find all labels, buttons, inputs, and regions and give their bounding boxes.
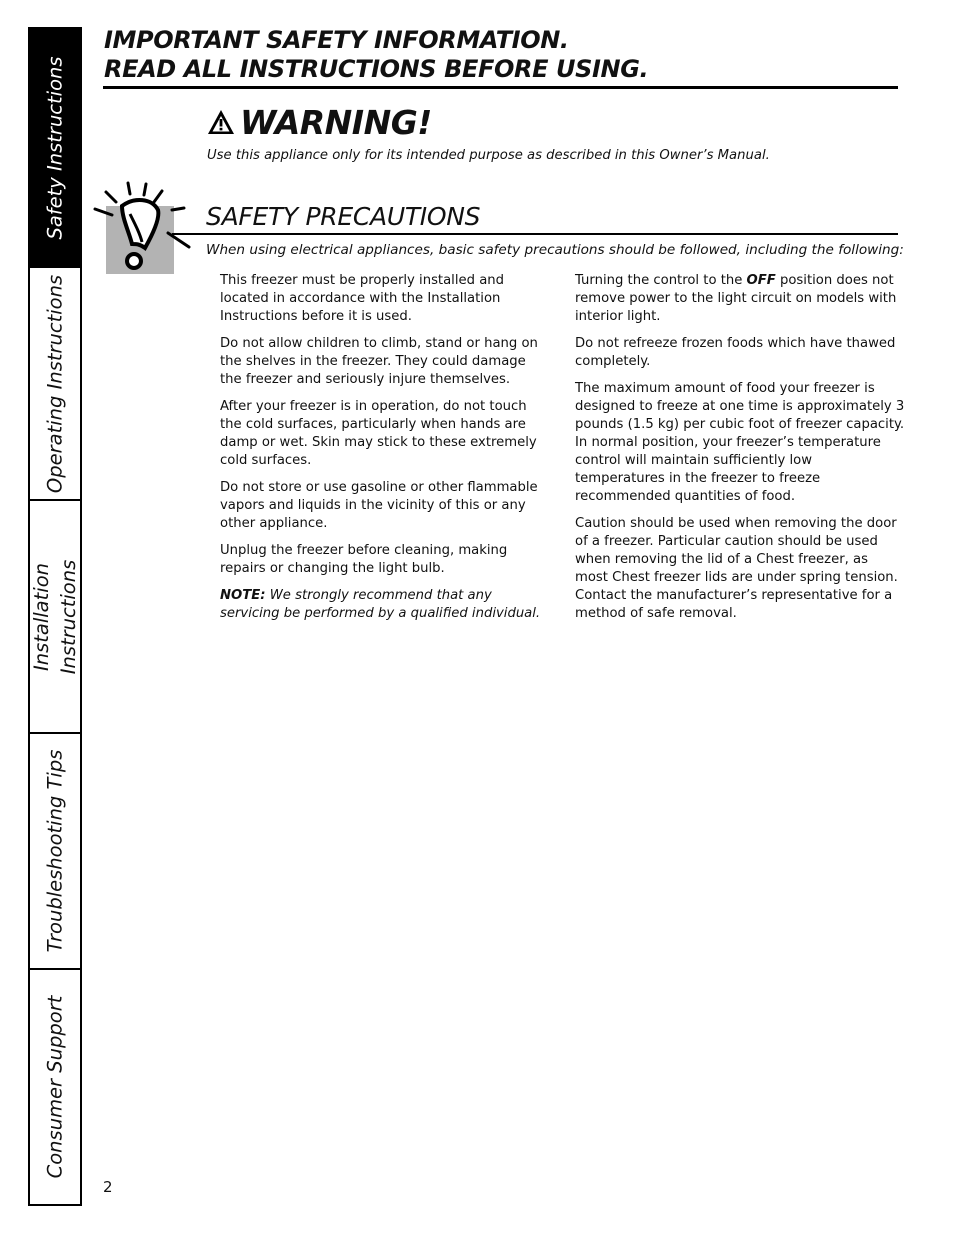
tab-safety-instructions[interactable] (28, 27, 82, 268)
note-label: NOTE: (220, 588, 266, 603)
off-word: OFF (746, 273, 776, 288)
precaution-item: Do not refreeze frozen foods which have thawed completely. (575, 336, 896, 369)
tab-operating-instructions[interactable] (28, 268, 82, 501)
tab-installation-line1: Installation (30, 562, 53, 671)
header-divider (103, 86, 898, 89)
page-header (104, 26, 898, 84)
precaution-item: Unplug the freezer before cleaning, making repairs or changing the light bulb. (220, 543, 508, 576)
warning-title: WARNING! (240, 102, 432, 142)
warning-triangle-icon (206, 108, 236, 136)
safety-precautions-divider (172, 233, 898, 235)
tab-installation-instructions-label (28, 559, 82, 674)
page-number: 2 (103, 1178, 113, 1196)
tab-installation-instructions[interactable] (28, 501, 82, 734)
precautions-left-column (220, 272, 550, 632)
tab-safety-instructions-label: Safety Instructions (43, 55, 67, 240)
precaution-item: Caution should be used when removing the door of a freezer. Particular caution should be used when removing the lid of a Chest freezer, as most Chest freezer lids are under spring tension. Contact the manufacturer’s representative for a method of safe removal. (575, 516, 898, 621)
note-text: We strongly recommend that any servicing be performed by a qualified individual. (220, 588, 541, 621)
intended-use-text: Use this appliance only for its intended purpose as described in this Owner’s Manual. (207, 148, 770, 163)
warning-heading (206, 100, 432, 144)
precaution-item: Do not allow children to climb, stand or hang on the shelves in the freezer. They could damage the freezer and seriously injure themselves. (220, 336, 538, 387)
tab-consumer-support-label: Consumer Support (43, 995, 67, 1179)
off-text-after: position does not remove power to the light circuit on models with interior light. (575, 273, 897, 324)
section-tabs (28, 27, 84, 1206)
precautions-right-column (575, 272, 905, 632)
off-text-before: Turning the control to the (575, 273, 747, 288)
precaution-item: This freezer must be properly installed and located in accordance with the Installation Instructions before it is used. (220, 273, 505, 324)
precaution-item: After your freezer is in operation, do not touch the cold surfaces, particularly when hands are damp or wet. Skin may stick to these extremely cold surfaces. (220, 399, 537, 468)
header-line-2: READ ALL INSTRUCTIONS BEFORE USING. (104, 55, 649, 83)
tab-installation-line2: Instructions (57, 559, 80, 674)
tab-troubleshooting-tips[interactable] (28, 734, 82, 970)
precaution-item: The maximum amount of food your freezer is designed to freeze at one time is approximately 3 pounds (1.5 kg) per cubic foot of freezer capacity. In normal position, your freezer’s temperature control will maintain sufficiently low temperatures in the freezer to freeze recommended quantities of food. (575, 381, 905, 504)
header-line-1: IMPORTANT SAFETY INFORMATION. (104, 26, 569, 54)
safety-precautions-title: SAFETY PRECAUTIONS (206, 202, 481, 231)
tab-troubleshooting-tips-label: Troubleshooting Tips (43, 749, 67, 953)
exclamation-alert-icon (92, 180, 192, 276)
tab-consumer-support[interactable] (28, 970, 82, 1206)
tab-operating-instructions-label: Operating Instructions (43, 274, 67, 493)
precaution-item-off-control (575, 272, 905, 326)
service-note (220, 587, 550, 623)
precaution-item: Do not store or use gasoline or other flammable vapors and liquids in the vicinity of this or any other appliance. (220, 480, 538, 531)
safety-precautions-intro: When using electrical appliances, basic safety precautions should be followed, including the following: (206, 242, 904, 258)
